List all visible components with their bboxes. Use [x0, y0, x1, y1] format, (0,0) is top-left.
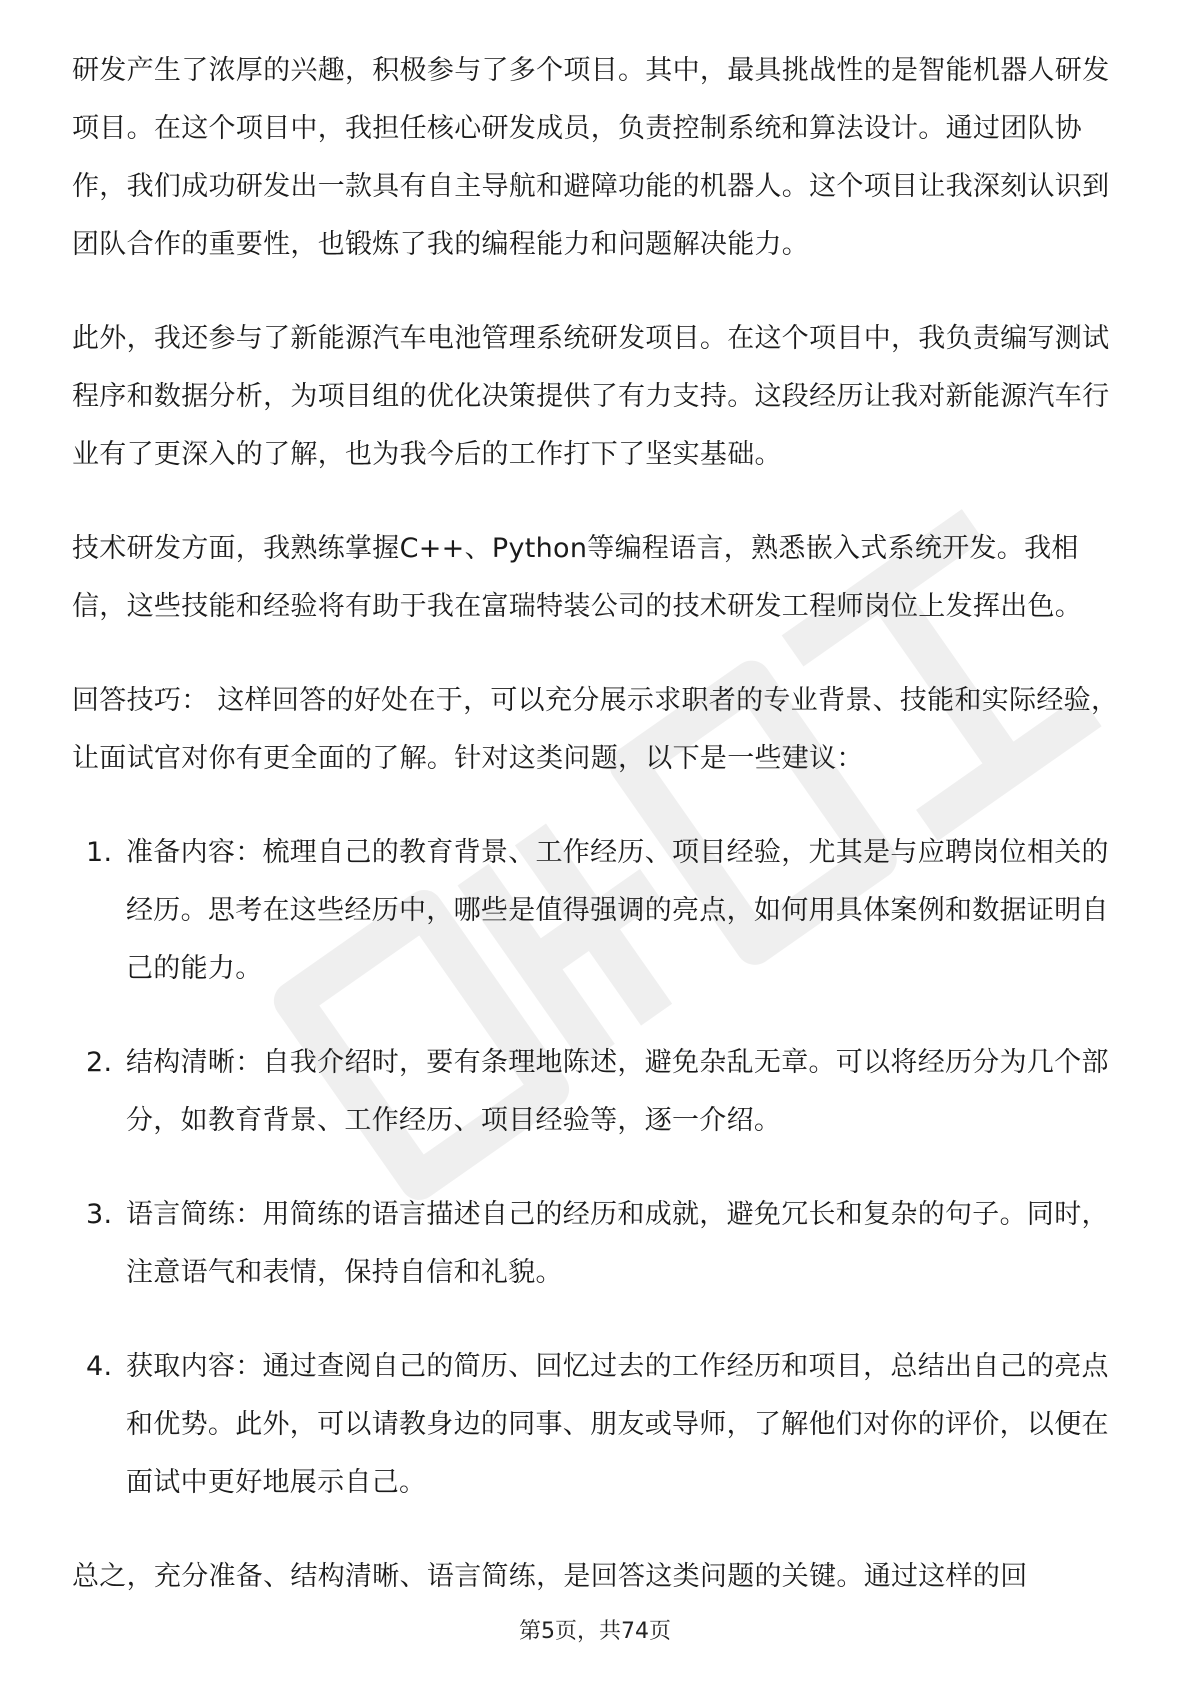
list-item: [72, 1186, 1122, 1302]
page-number-footer: 第5页，共74页: [519, 1619, 671, 1644]
list-item-text: 准备内容：梳理自己的教育背景、工作经历、项目经验，尤其是与应聘岗位相关的经历。思考在这些经历中，哪些是值得强调的亮点，如何用具体案例和数据证明自己的能力。: [126, 837, 1109, 984]
list-item-number: 4.: [86, 1351, 113, 1382]
tips-list: [72, 824, 1122, 1512]
list-item-number: 2.: [86, 1047, 113, 1078]
list-item-text: 语言简练：用简练的语言描述自己的经历和成就，避免冗长和复杂的句子。同时，注意语气和表情，保持自信和礼貌。: [126, 1199, 1109, 1288]
list-item: [72, 824, 1122, 998]
list-item-number: 3.: [86, 1199, 113, 1230]
paragraph-closing: 总之，充分准备、结构清晰、语言简练，是回答这类问题的关键。通过这样的回: [72, 1561, 1028, 1592]
list-item-text: 获取内容：通过查阅自己的简历、回忆过去的工作经历和项目，总结出自己的亮点和优势。此外，可以请教身边的同事、朋友或导师，了解他们对你的评价，以便在面试中更好地展示自己。: [126, 1351, 1109, 1498]
list-item-number: 1.: [86, 837, 113, 868]
paragraph-answer-tips: 回答技巧： 这样回答的好处在于，可以充分展示求职者的专业背景、技能和实际经验，让面试官对你有更全面的了解。针对这类问题，以下是一些建议：: [72, 685, 1119, 774]
paragraph-project-robot: 研发产生了浓厚的兴趣，积极参与了多个项目。其中，最具挑战性的是智能机器人研发项目。在这个项目中，我担任核心研发成员，负责控制系统和算法设计。通过团队协作，我们成功研发出一款具有自主导航和避障功能的机器人。这个项目让我深刻认识到团队合作的重要性，也锻炼了我的编程能力和问题解决能力。: [72, 55, 1110, 260]
paragraph-project-battery: 此外，我还参与了新能源汽车电池管理系统研发项目。在这个项目中，我负责编写测试程序和数据分析，为项目组的优化决策提供了有力支持。这段经历让我对新能源汽车行业有了更深入的了解，也为我今后的工作打下了坚实基础。: [72, 323, 1110, 470]
list-item-text: 结构清晰：自我介绍时，要有条理地陈述，避免杂乱无章。可以将经历分为几个部分，如教育背景、工作经历、项目经验等，逐一介绍。: [126, 1047, 1109, 1136]
list-item: [72, 1338, 1122, 1512]
paragraph-skills: 技术研发方面，我熟练掌握C++、Python等编程语言，熟悉嵌入式系统开发。我相信，这些技能和经验将有助于我在富瑞特装公司的技术研发工程师岗位上发挥出色。: [72, 533, 1083, 622]
document-body: [72, 42, 1122, 1642]
list-item: [72, 1034, 1122, 1150]
